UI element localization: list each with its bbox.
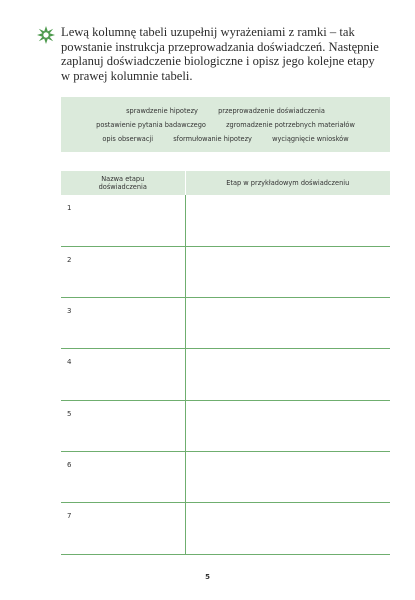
table-row xyxy=(61,195,390,246)
table-row xyxy=(61,451,390,502)
answer-cell[interactable] xyxy=(185,349,390,400)
table-row xyxy=(61,298,390,349)
word-option: wyciągnięcie wniosków xyxy=(272,135,349,143)
word-option: opis obserwacji xyxy=(102,135,154,143)
task-star-icon xyxy=(37,26,55,44)
word-option: sprawdzenie hipotezy xyxy=(126,107,198,115)
word-bank-row xyxy=(61,135,390,143)
row-number: 1 xyxy=(61,195,185,246)
table-header-row xyxy=(61,171,390,195)
answer-cell[interactable] xyxy=(185,195,390,246)
word-option: zgromadzenie potrzebnych materiałów xyxy=(226,121,355,129)
table-row xyxy=(61,503,390,554)
answer-cell[interactable] xyxy=(185,246,390,297)
answer-cell[interactable] xyxy=(185,400,390,451)
task-instruction: Lewą kolumnę tabeli uzupełnij wyrażeniami z ramki – tak powstanie instrukcja przeprowadzania doświadczeń. Następnie zaplanuj doświadczenie biologiczne i opisz jego kolejne etapy w prawej kolumnie tabeli. xyxy=(61,25,379,83)
page-number: 5 xyxy=(205,573,210,581)
table-row xyxy=(61,246,390,297)
word-bank-row xyxy=(61,107,390,115)
word-option: sformułowanie hipotezy xyxy=(173,135,252,143)
row-number: 4 xyxy=(61,349,185,400)
experiment-steps-table xyxy=(61,171,390,555)
header-stage-name: Nazwa etapu doświadczenia xyxy=(61,171,185,195)
answer-cell[interactable] xyxy=(185,503,390,554)
word-option: postawienie pytania badawczego xyxy=(96,121,206,129)
word-bank xyxy=(61,97,390,152)
table-row xyxy=(61,400,390,451)
word-bank-row xyxy=(61,121,390,129)
row-number: 2 xyxy=(61,246,185,297)
row-number: 3 xyxy=(61,298,185,349)
row-number: 5 xyxy=(61,400,185,451)
answer-cell[interactable] xyxy=(185,298,390,349)
word-option: przeprowadzenie doświadczenia xyxy=(218,107,325,115)
row-number: 7 xyxy=(61,503,185,554)
answer-cell[interactable] xyxy=(185,451,390,502)
row-number: 6 xyxy=(61,451,185,502)
table-row xyxy=(61,349,390,400)
header-stage-example: Etap w przykładowym doświadczeniu xyxy=(185,171,390,195)
